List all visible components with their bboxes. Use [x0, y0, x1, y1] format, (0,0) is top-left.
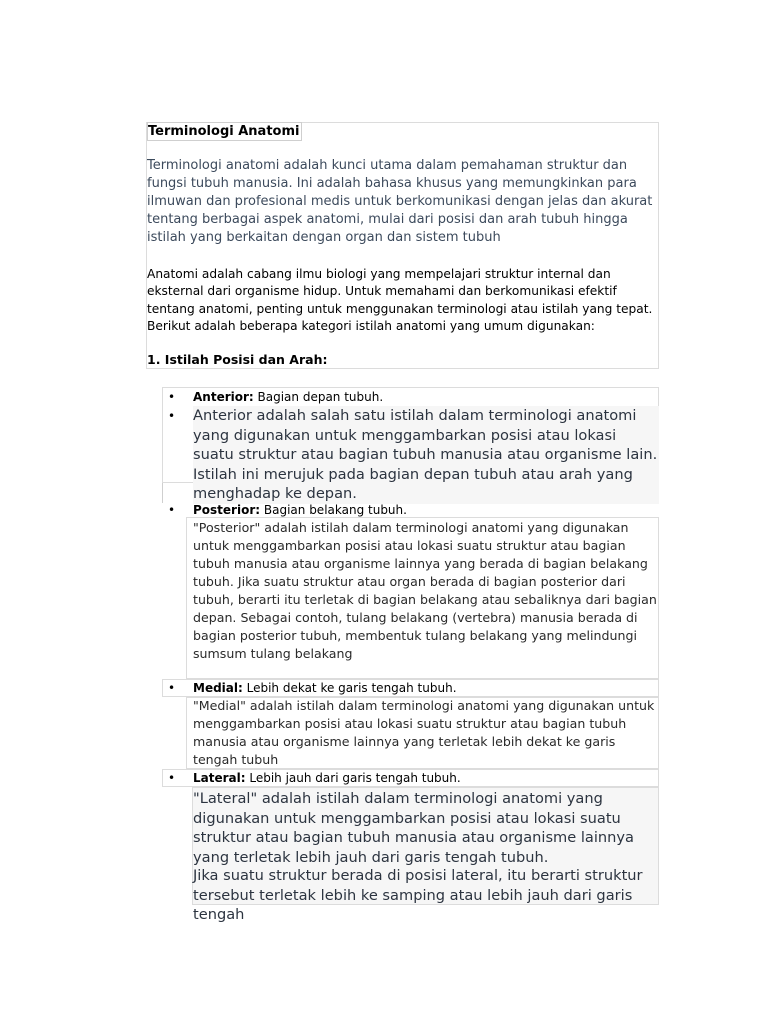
- term-label: Lateral:: [193, 771, 246, 785]
- list-item-medial: [193, 679, 457, 697]
- bullet-dot: •: [168, 409, 176, 423]
- bullet-dot: •: [168, 681, 176, 695]
- anatomy-paragraph: Anatomi adalah cabang ilmu biologi yang mempelajari struktur internal dan eksternal dari organisme hidup. Untuk memahami dan berkomunikasi efektif tentang anatomi, penting untuk menggunakan terminologi atau istilah yang tepat. Berikut adalah beberapa kategori istilah anatomi yang umum digunakan:: [147, 267, 653, 333]
- list-item-lateral: [193, 769, 461, 787]
- term-description: "Medial" adalah istilah dalam terminologi anatomi yang digunakan untuk menggambarkan posisi atau lokasi suatu struktur atau bagian tubuh manusia atau organisme lainnya yang terletak lebih dekat ke garis tengah tubuh: [193, 698, 655, 767]
- bullet-dot: •: [168, 390, 176, 404]
- term-label: Anterior:: [193, 390, 254, 404]
- list-item-posterior: [193, 501, 407, 519]
- bullet-dot: •: [168, 503, 176, 517]
- term-label: Medial:: [193, 681, 243, 695]
- list-divider: [162, 483, 163, 503]
- bullet-dot: •: [168, 771, 176, 785]
- term-description: Anterior adalah salah satu istilah dalam terminologi anatomi yang digunakan untuk menggambarkan posisi atau lokasi suatu struktur atau bagian tubuh manusia atau organisme lain. Istilah ini merujuk pada bagian depan tubuh atau arah yang menghadap ke depan.: [193, 407, 658, 502]
- term-description: "Lateral" adalah istilah dalam terminologi anatomi yang digunakan untuk menggambarkan posisi atau lokasi suatu struktur atau bagian tubuh manusia atau organisme lainnya yang terletak lebih jauh dari garis tengah tubuh.: [193, 790, 635, 866]
- term-label: Posterior:: [193, 503, 261, 517]
- section-heading: 1. Istilah Posisi dan Arah:: [147, 352, 328, 367]
- term-description-continued: Jika suatu struktur berada di posisi lateral, itu berarti struktur tersebut terletak lebih ke samping atau lebih jauh dari garis tengah: [193, 867, 643, 923]
- term-short: Bagian belakang tubuh.: [260, 503, 407, 517]
- intro-paragraph: Terminologi anatomi adalah kunci utama dalam pemahaman struktur dan fungsi tubuh manusia. Ini adalah bahasa khusus yang memungkinkan para ilmuwan dan profesional medis untuk berkomunikasi dengan jelas dan akurat tentang berbagai aspek anatomi, mulai dari posisi dan arah tubuh hingga istilah yang berkaitan dengan organ dan sistem tubuh: [147, 158, 653, 245]
- term-short: Lebih jauh dari garis tengah tubuh.: [245, 771, 461, 785]
- term-short: Bagian depan tubuh.: [253, 390, 384, 404]
- list-item-anterior: [193, 388, 383, 406]
- term-short: Lebih dekat ke garis tengah tubuh.: [242, 681, 457, 695]
- term-description: "Posterior" adalah istilah dalam terminologi anatomi yang digunakan untuk menggambarkan posisi atau lokasi suatu struktur atau bagian tubuh manusia atau organisme lainnya yang berada di bagian belakang tubuh. Jika suatu struktur atau organ berada di bagian posterior dari tubuh, berarti itu terletak di bagian belakang atau sebaliknya dari bagian depan. Sebagai contoh, tulang belakang (vertebra) manusia berada di bagian posterior tubuh, membentuk tulang belakang yang melindungi sumsum tulang belakang: [193, 520, 657, 661]
- page-title: Terminologi Anatomi: [147, 122, 302, 141]
